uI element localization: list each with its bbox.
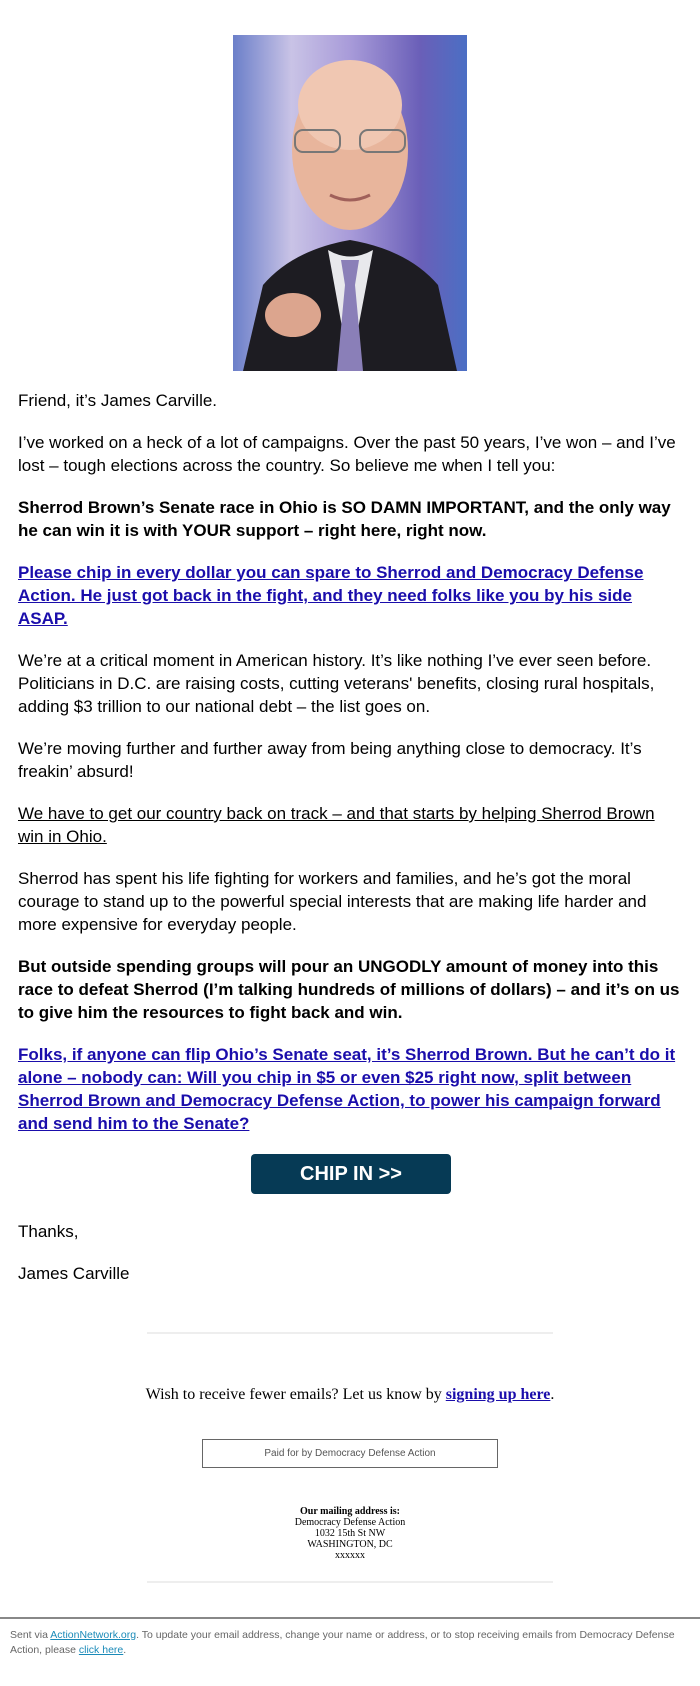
signature: James Carville: [18, 1264, 130, 1283]
thanks: Thanks,: [18, 1222, 79, 1241]
paragraph: I’ve worked on a heck of a lot of campaigns. Over the past 50 years, I’ve won – and I’ve lost – tough elections across the country. So believe me when I tell you:: [18, 433, 676, 475]
address-label: Our mailing address is:: [300, 1506, 400, 1517]
bold-paragraph: Sherrod Brown’s Senate race in Ohio is SO DAMN IMPORTANT, and the only way he can win it is with YOUR support – right here, right now.: [18, 498, 671, 540]
fewer-emails-text: Wish to receive fewer emails? Let us know by: [145, 1386, 446, 1403]
paragraph: We’re moving further and further away from being anything close to democracy. It’s freakin’ absurd!: [18, 739, 642, 781]
footer-text: . To update your email address, change your name or address, or to stop receiving emails from Democracy Defense Action, please: [10, 1629, 675, 1656]
period: .: [123, 1644, 127, 1656]
footer-text: Sent via: [10, 1629, 51, 1641]
address-line: Democracy Defense Action: [294, 1517, 406, 1528]
fewer-emails-notice: [0, 1386, 700, 1404]
greeting: Friend, it’s James Carville.: [18, 391, 218, 410]
mailing-address: [0, 1506, 700, 1561]
james-carville-photo: [233, 35, 467, 371]
paid-for-box: Paid for by Democracy Defense Action: [202, 1439, 498, 1468]
underlined-paragraph: We have to get our country back on track – and that starts by helping Sherrod Brown win in Ohio.: [18, 804, 655, 846]
divider: [147, 1581, 553, 1583]
email-body: [18, 389, 684, 1304]
bold-paragraph: But outside spending groups will pour an UNGODLY amount of money into this race to defeat Sherrod (I’m talking hundreds of millions of dollars) – and it’s on us to give him the resources to fight back and win.: [18, 957, 680, 1022]
signing-up-link[interactable]: signing up here: [445, 1386, 551, 1403]
address-line: xxxxxx: [335, 1550, 365, 1561]
unsubscribe-link[interactable]: click here: [78, 1644, 124, 1656]
divider: [147, 1332, 553, 1334]
address-line: WASHINGTON, DC: [307, 1539, 393, 1550]
donate-link[interactable]: Folks, if anyone can flip Ohio’s Senate seat, it’s Sherrod Brown. But he can’t do it alone – nobody can: Will you chip in $5 or even $25 right now, split between Sherrod Brown and Democracy Defense Action, to power his campaign forward and send him to the Senate?: [18, 1045, 676, 1133]
action-network-link[interactable]: ActionNetwork.org: [50, 1629, 137, 1641]
sent-via-footer: [0, 1617, 700, 1667]
donate-link[interactable]: Please chip in every dollar you can spare to Sherrod and Democracy Defense Action. He just got back in the fight, and they need folks like you by his side ASAP.: [18, 563, 644, 628]
paragraph: We’re at a critical moment in American history. It’s like nothing I’ve ever seen before. Politicians in D.C. are raising costs, cutting veterans' benefits, closing rural hospitals, adding $3 trillion to our national debt – the list goes on.: [18, 651, 655, 716]
period: .: [550, 1386, 555, 1403]
paragraph: Sherrod has spent his life fighting for workers and families, and he’s got the moral courage to stand up to the powerful special interests that are making life harder and more expensive for everyday people.: [18, 869, 647, 934]
address-line: 1032 15th St NW: [314, 1528, 386, 1539]
chip-in-button[interactable]: CHIP IN >>: [251, 1154, 451, 1194]
